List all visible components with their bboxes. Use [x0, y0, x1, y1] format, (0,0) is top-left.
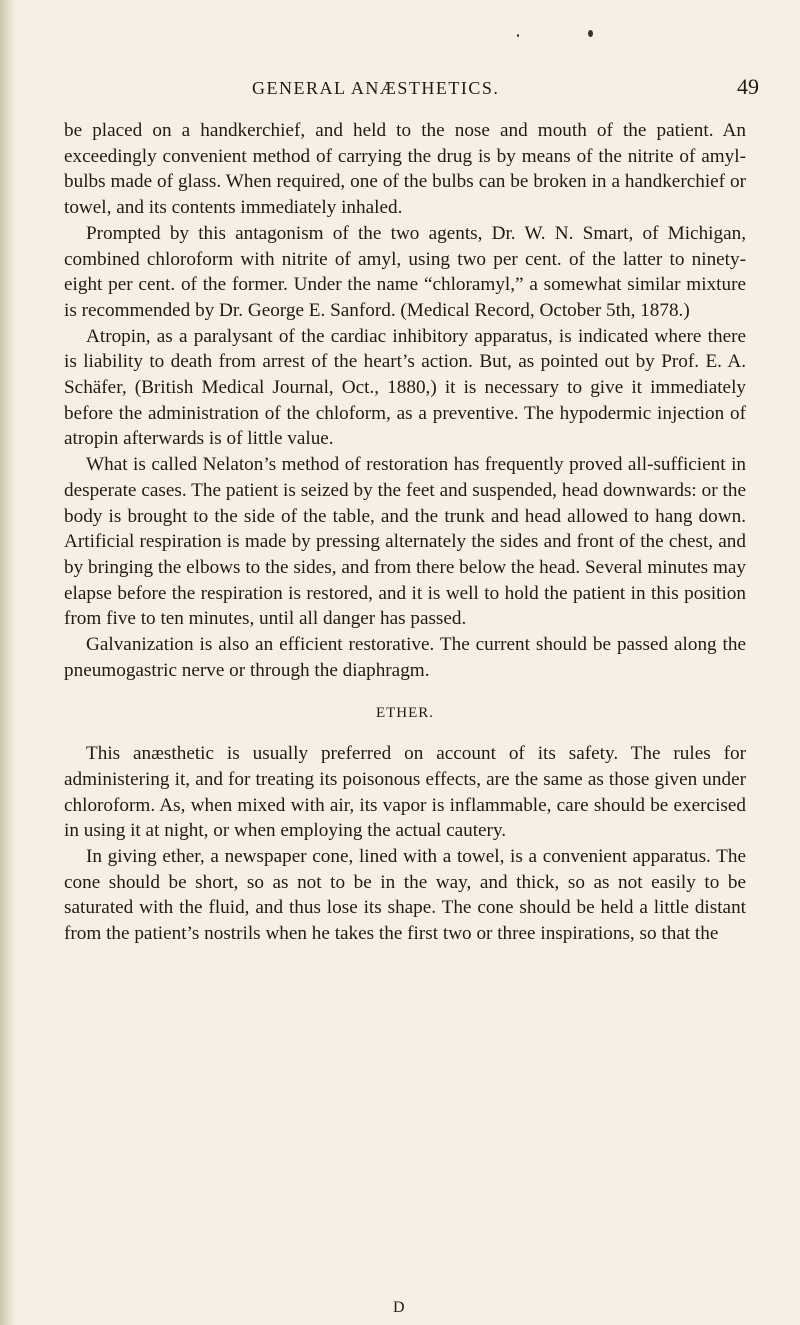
- paragraph: Atropin, as a paralysant of the cardiac inhibitory apparatus, is indicated where there is liability to death from arrest of the heart’s action. But, as pointed out by Prof. E. A. Schäfer, (British Medical Journal, Oct., 1880,) it is necessary to give it immediately before the administration of the chloform, as a preventive. The hypodermic injection of atropin afterwards is of little value.: [64, 325, 746, 450]
- paragraph: Prompted by this antagonism of the two agents, Dr. W. N. Smart, of Michigan, combined chloroform with nitrite of amyl, using two per cent. of the latter to ninety-eight per cent. of the former. Under the name “chloramyl,” a somewhat similar mixture is recommended by Dr. George E. Sanford. (Medical Record, October 5th, 1878.): [64, 222, 746, 321]
- paragraph: This anæsthetic is usually preferred on account of its safety. The rules for administering it, and for treating its poisonous effects, are the same as those given under chloroform. As, when mixed with air, its vapor is inflammable, care should be exercised in using it at night, or when employing the actual cautery.: [64, 743, 746, 842]
- paragraph: be placed on a handkerchief, and held to the nose and mouth of the patient. An exceedingly convenient method of carrying the drug is by means of the nitrite of amyl-bulbs made of glass. When required, one of the bulbs can be broken in a handkerchief or towel, and its contents immediately inhaled.: [64, 120, 746, 219]
- paragraph: Galvanization is also an efficient restorative. The current should be passed along the pneumogastric nerve or through the diaphragm.: [64, 634, 746, 681]
- body-text: [64, 118, 746, 947]
- signature-mark: D: [393, 1299, 405, 1316]
- paragraph: What is called Nelaton’s method of restoration has frequently proved all-sufficient in desperate cases. The patient is seized by the feet and suspended, head downwards: or the body is brought to the side of the table, and the trunk and head allowed to hang down. Artificial respiration is made by pressing alternately the sides and front of the chest, and by bringing the elbows to the sides, and from there below the head. Several minutes may elapse before the respiration is restored, and it is well to hold the patient in this position from five to ten minutes, until all danger has passed.: [64, 454, 746, 630]
- running-head: GENERAL ANÆSTHETICS.: [252, 78, 500, 98]
- ink-speck: [588, 30, 593, 37]
- section-heading: ETHER.: [375, 705, 435, 722]
- page-number: 49: [737, 74, 759, 99]
- page-spine-shadow: [0, 0, 16, 1325]
- paragraph: In giving ether, a newspaper cone, lined with a towel, is a convenient apparatus. The cone should be short, so as not to be in the way, and thick, so as not easily to be saturated with the fluid, and thus lose its shape. The cone should be held a little distant from the patient’s nostrils when he takes the first two or three inspirations, so that the: [64, 845, 746, 945]
- ink-speck: [517, 34, 519, 37]
